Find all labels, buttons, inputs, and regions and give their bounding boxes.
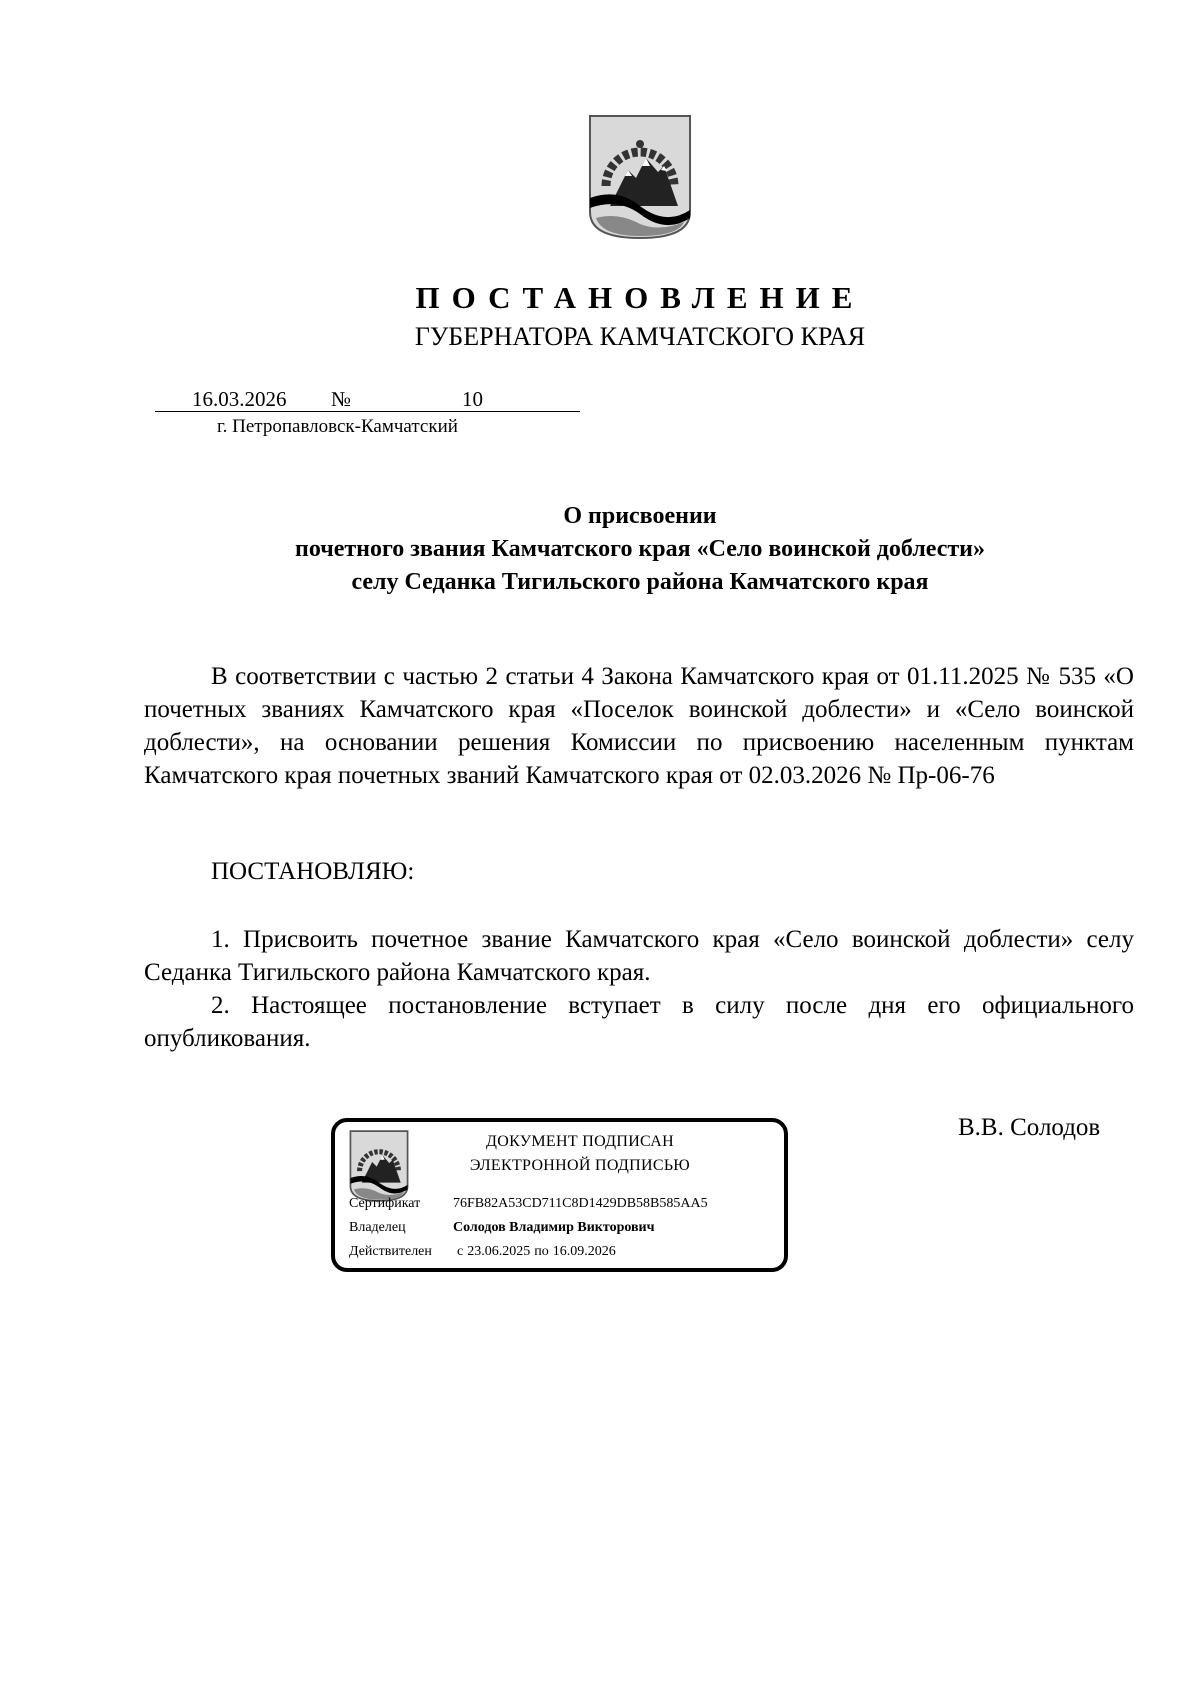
title-line-1: О присвоении <box>563 503 717 529</box>
document-type-heading: ПОСТАНОВЛЕНИЕ <box>415 280 865 315</box>
valid-from-prefix: с <box>457 1244 464 1259</box>
stamp-validity-row <box>349 1244 616 1260</box>
owner-value: Солодов Владимир Викторович <box>453 1220 655 1235</box>
title-line-3: селу Седанка Тигильского района Камчатского края <box>351 569 929 595</box>
decree-item-2: 2. Настоящее постановление вступает в силу после дня его официального опубликования. <box>144 992 1134 1052</box>
certificate-value: 76FB82A53CD711C8D1429DB58B585AA5 <box>453 1196 708 1211</box>
stamp-certificate-row <box>349 1196 708 1212</box>
signer-name: В.В. Солодов <box>958 1114 1101 1141</box>
stamp-heading <box>425 1130 735 1178</box>
electronic-signature-stamp <box>331 1118 788 1272</box>
owner-label: Владелец <box>349 1220 406 1235</box>
stamp-heading-line-2: ЭЛЕКТРОННОЙ ПОДПИСЬЮ <box>469 1157 691 1174</box>
document-number: 10 <box>462 387 483 411</box>
stamp-emblem-icon <box>349 1130 409 1202</box>
decree-item-1: 1. Присвоить почетное звание Камчатского края «Село воинской доблести» селу Седанка Тигильского района Камчатского края. <box>144 926 1134 986</box>
validity-label: Действителен <box>349 1244 432 1259</box>
preamble-paragraph: В соответствии с частью 2 статьи 4 Закона Камчатского края от 01.11.2025 № 535 «О почетных званиях Камчатского края «Поселок воинской доблести» и «Село воинской доблести», на основании решения Комиссии по присвоению населенным пунктам Камчатского края почетных званий Камчатского края от 02.03.2026 № Пр-06-76 <box>144 663 1134 789</box>
number-sign: № <box>331 387 352 411</box>
document-city: г. Петропавловск-Камчатский <box>217 416 458 437</box>
valid-to-prefix: по <box>534 1244 549 1259</box>
valid-from-date: 23.06.2025 <box>467 1244 531 1259</box>
kamchatka-coat-of-arms-icon <box>588 114 692 240</box>
stamp-heading-line-1: ДОКУМЕНТ ПОДПИСАН <box>486 1133 674 1150</box>
certificate-label: Сертификат <box>349 1196 421 1211</box>
document-date: 16.03.2026 <box>192 387 287 411</box>
title-line-2: почетного звания Камчатского края «Село воинской доблести» <box>294 536 986 562</box>
decree-word: ПОСТАНОВЛЯЮ: <box>211 858 415 885</box>
document-title <box>140 500 1140 599</box>
document-issuer: ГУБЕРНАТОРА КАМЧАТСКОГО КРАЯ <box>414 322 866 351</box>
stamp-owner-row <box>349 1220 655 1236</box>
registration-line <box>155 387 580 412</box>
valid-to-date: 16.09.2026 <box>552 1244 616 1259</box>
